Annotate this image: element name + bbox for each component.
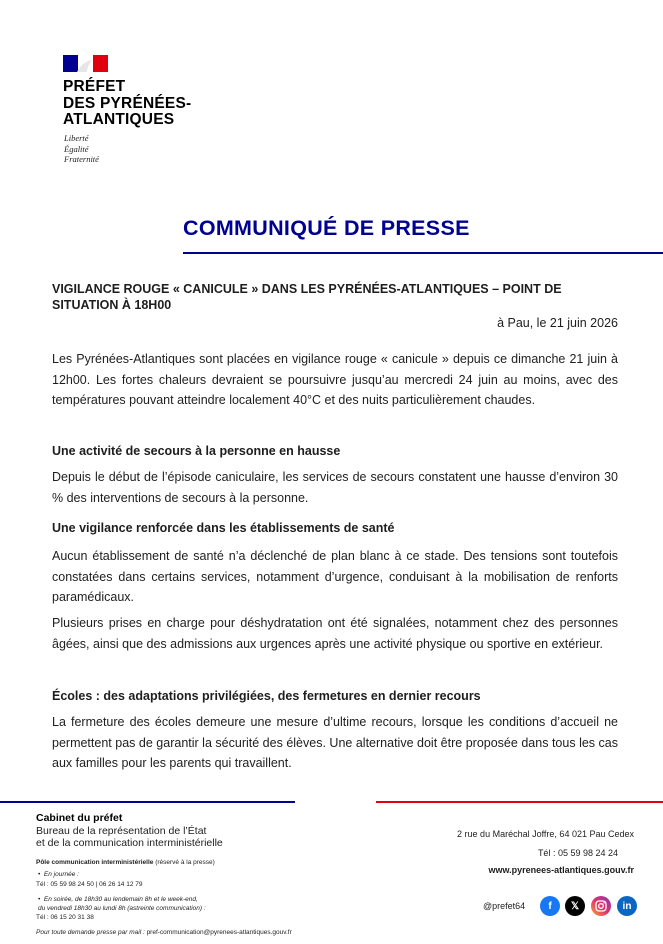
cabinet-subtitle-line-2: et de la communication interministérielle [36,836,223,849]
motto-fraternite: Fraternité [64,154,99,164]
section-heading-secours: Une activité de secours à la personne en hausse [52,444,341,458]
evening-bullet [38,896,288,913]
dateline: à Pau, le 21 juin 2026 [497,316,618,330]
evening-line-2: du vendredi 18h30 au lundi 8h (astreinte communication) : [38,904,206,912]
prefet-line-2: DES PYRÉNÉES- [63,94,192,112]
evening-line-1: • En soirée, de 18h30 au lendemain 8h et le week-end, [38,896,198,903]
pole-communication [36,859,215,866]
republic-motto [64,133,99,165]
section-paragraph-sante-2: Plusieurs prises en charge pour déshydratation ont été signalées, notamment chez des personnes âgées, ainsi que des admissions aux urgences après une activité physique ou sportive en extérieur. [52,616,618,651]
prefet-line-3: ATLANTIQUES [63,111,175,128]
website-link[interactable]: www.pyrenees-atlantiques.gouv.fr [488,865,634,875]
x-icon[interactable]: 𝕏 [565,896,585,916]
on-call-phone: Tél : 06 15 20 31 38 [36,914,94,921]
cabinet-title: Cabinet du préfet [36,812,123,824]
press-mail-link[interactable]: pref-communication@pyrenees-atlantiques.gouv.fr [146,929,292,936]
section-heading-ecoles: Écoles : des adaptations privilégiées, des fermetures en dernier recours [52,689,481,703]
linkedin-icon[interactable]: in [617,896,637,916]
daytime-label: En journée : [43,871,79,878]
section-heading-sante: Une vigilance renforcée dans les établissements de santé [52,521,395,535]
social-handle: @prefet64 [483,901,526,911]
footer-divider-red [376,801,663,803]
motto-egalite: Égalité [64,143,89,154]
press-release-headline: VIGILANCE ROUGE « CANICULE » DANS LES PYRÉNÉES-ATLANTIQUES – POINT DE SITUATION À 18H00 [52,282,562,312]
main-phone: Tél : 05 59 98 24 24 [537,848,618,858]
facebook-icon[interactable]: f [540,896,560,916]
section-paragraph-secours: Depuis le début de l’épisode caniculaire, les services de secours constatent une hausse d’environ 30 % des interventions de secours à la personne. [52,470,618,505]
intro-paragraph: Les Pyrénées-Atlantiques sont placées en vigilance rouge « canicule » depuis ce dimanche 21 juin à 12h00. Les fortes chaleurs devraient se poursuivre jusqu’au mercredi 24 juin au moins, avec des températures pouvant atteindre localement 40°C et des nuits particulièrement chaudes. [52,352,618,407]
section-paragraph-sante-1: Aucun établissement de santé n’a déclenché de plan blanc à ce stade. Des tensions sont toutefois constatées dans certains services, notamment d’urgence, conduisant à la mobilisation de renforts paramédicaux. [52,549,618,604]
press-contact [36,929,292,936]
footer-divider-blue [0,801,295,803]
pole-note: (réservé à la presse) [153,859,215,866]
instagram-icon[interactable] [591,896,611,916]
title-divider [183,252,663,254]
motto-liberte: Liberté [64,133,89,143]
evening-label: En soirée, de 18h30 au lendemain 8h et le week-end, [43,896,198,903]
postal-address: 2 rue du Maréchal Joffre, 64 021 Pau Cedex [457,829,634,839]
prefecture-name [63,79,263,129]
republic-flag-logo [63,55,108,72]
press-mail-label: Pour toute demande presse par mail : [36,929,147,936]
daytime-bullet: • En journée : [38,871,79,878]
prefet-line-1: PRÉFET [63,78,126,95]
daytime-phone: Tél : 05 59 98 24 50 | 06 26 14 12 79 [36,881,143,888]
pole-label: Pôle communication interministérielle [36,859,154,866]
cabinet-subtitle [36,826,306,849]
section-paragraph-ecoles: La fermeture des écoles demeure une mesure d’ultime recours, lorsque les conditions d’accueil ne permettent pas de garantir la sécurité des élèves. Une alternative doit être proposée dans tous les cas aux familles pour les parents qui travaillent. [52,715,618,770]
cabinet-subtitle-line-1: Bureau de la représentation de l’État [36,825,207,837]
document-type-title: COMMUNIQUÉ DE PRESSE [183,216,470,240]
